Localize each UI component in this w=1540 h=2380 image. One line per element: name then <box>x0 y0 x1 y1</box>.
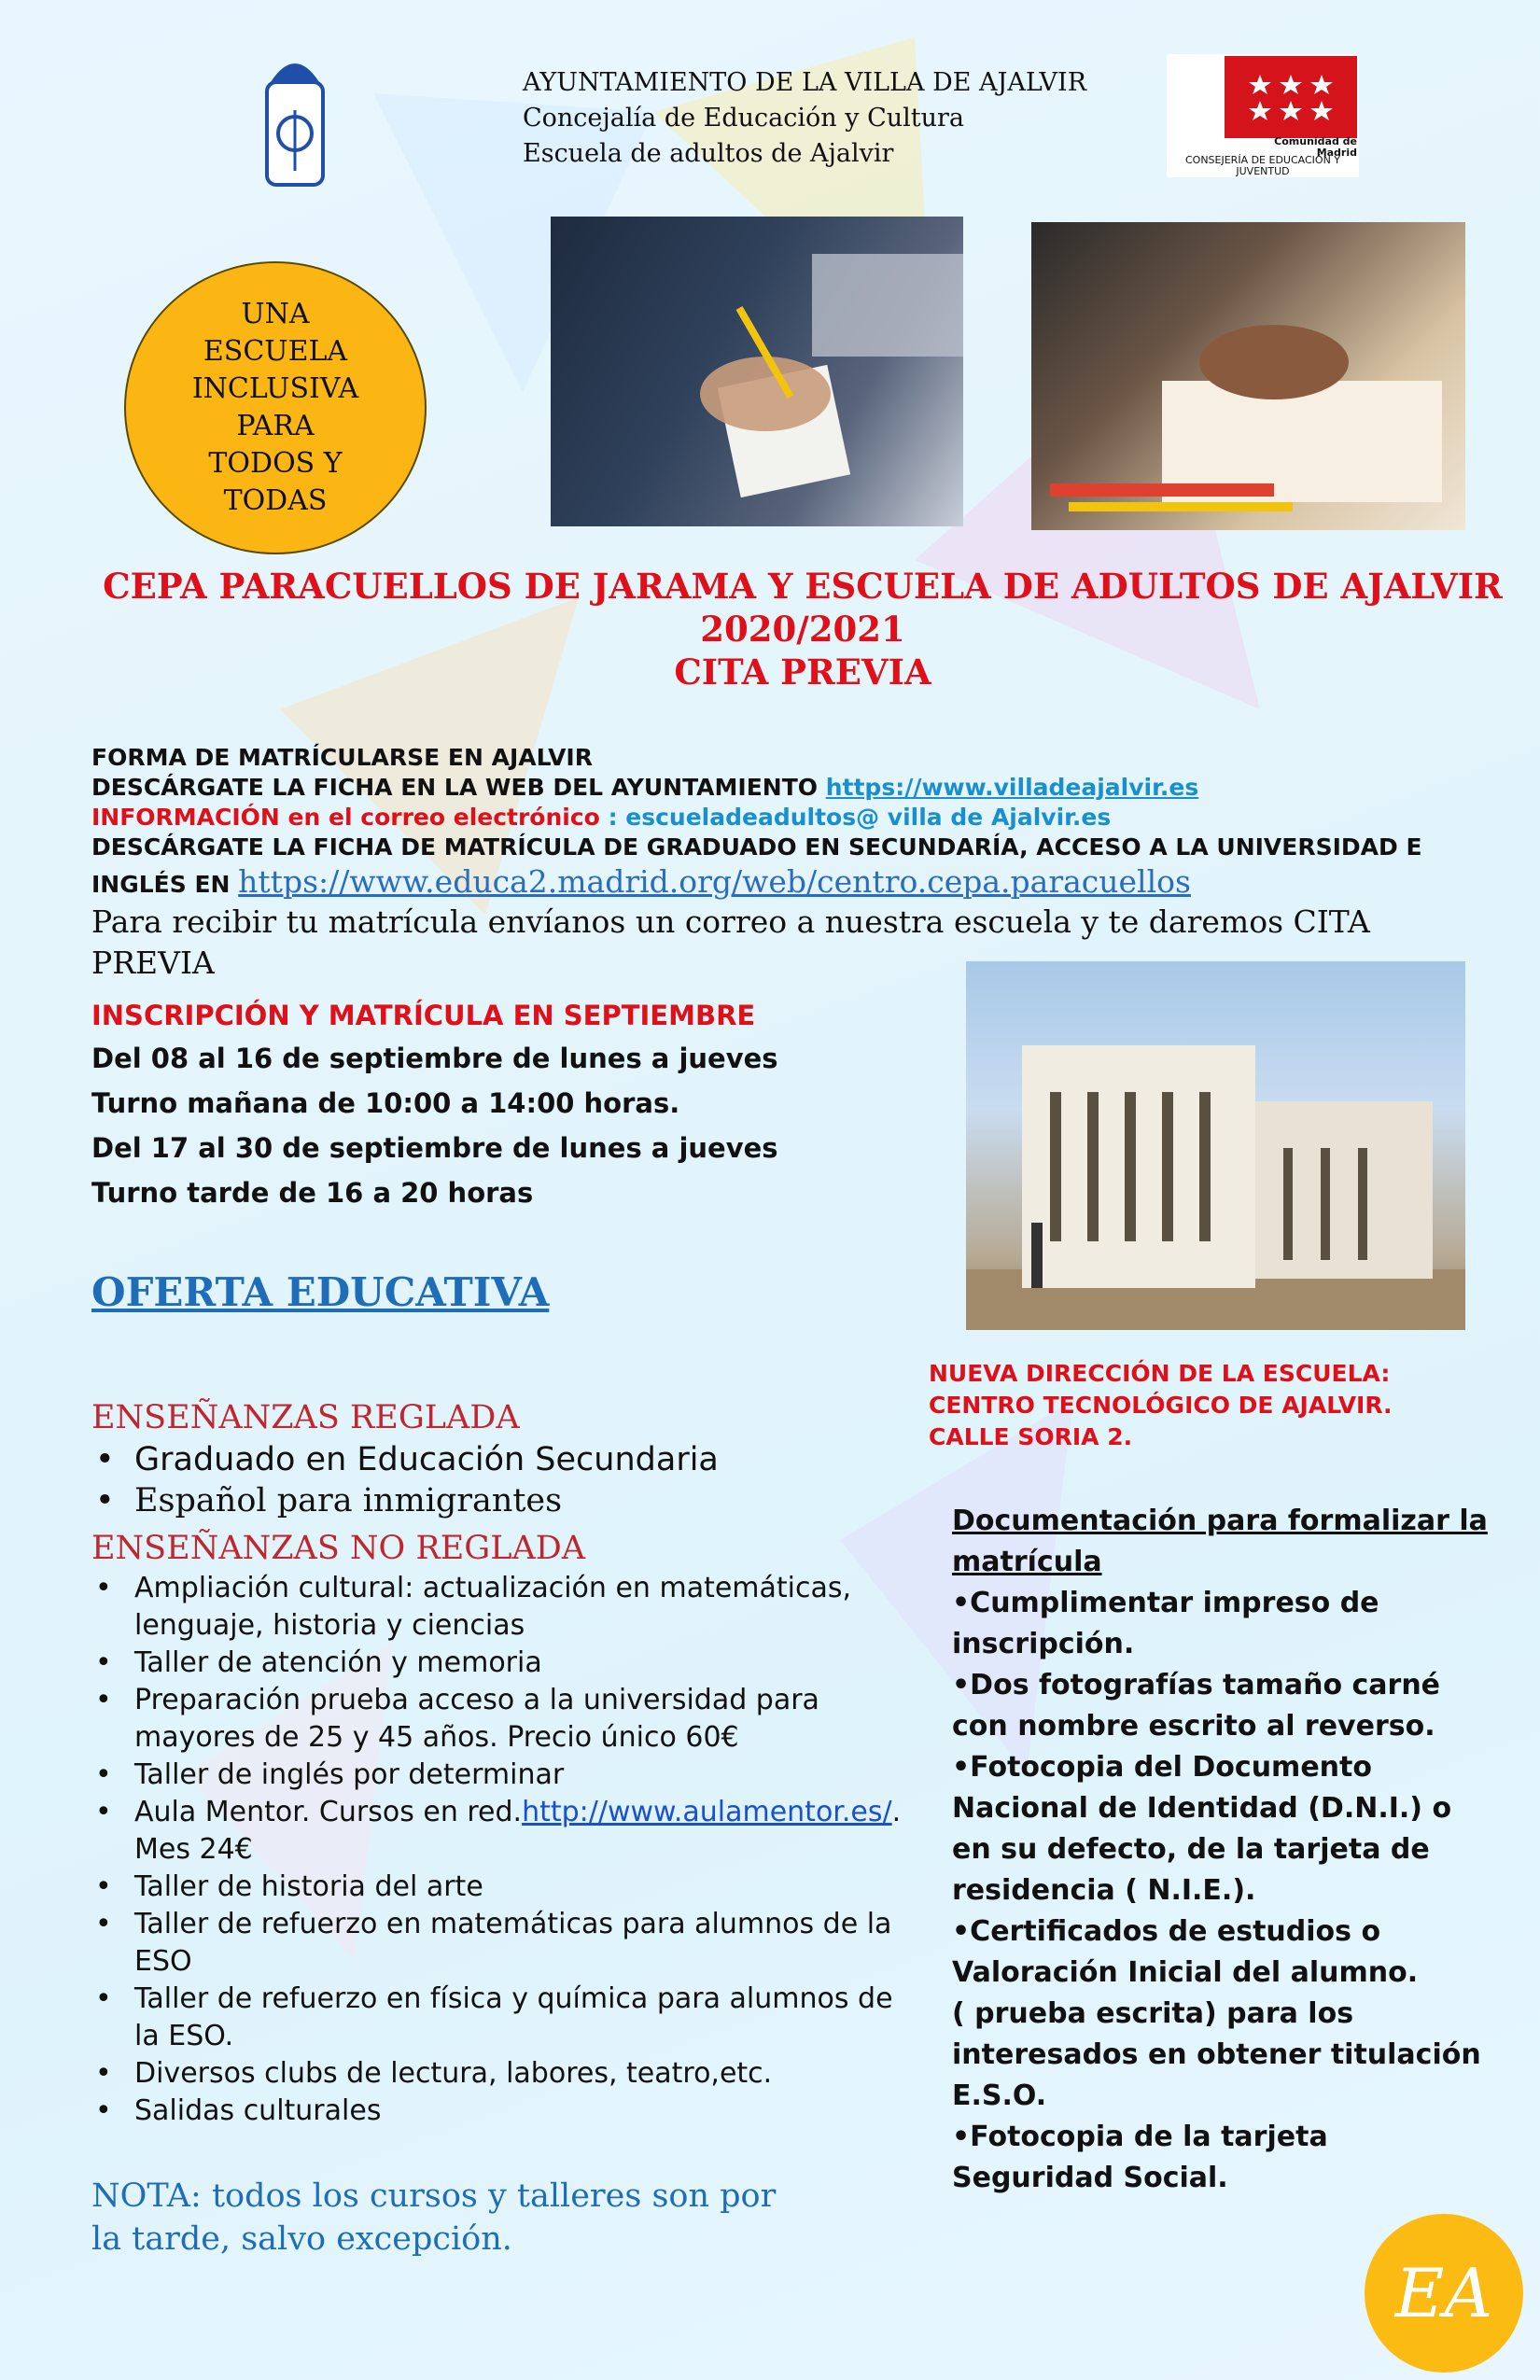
no-reglada-title: ENSEÑANZAS NO REGLADA <box>91 1530 586 1567</box>
documentation-item: •Cumplimentar impreso de inscripción. <box>952 1587 1379 1660</box>
educa2-web-link[interactable]: https://www.educa2.madrid.org/web/centro.cepa.paracuellos <box>238 863 1191 900</box>
forma-line-3 <box>91 803 1491 833</box>
header-institution <box>523 65 1086 172</box>
list-item: • Preparación prueba acceso a la universidad para mayores de 25 y 45 años. Precio único 60€ <box>91 1682 913 1757</box>
documentation-item: ( prueba escrita) para los interesados en obtener titulación E.S.O. <box>952 1997 1481 2112</box>
ajalvir-crest-logo <box>259 45 330 194</box>
escuela-adultos-logo <box>1365 2214 1523 2373</box>
header-line-2: Concejalía de Educación y Cultura <box>523 104 965 133</box>
education-offer <box>91 1396 913 2130</box>
oferta-educativa-title: OFERTA EDUCATIVA <box>91 1269 550 1315</box>
reglada-title: ENSEÑANZAS REGLADA <box>91 1399 520 1436</box>
enrollment-instructions <box>91 743 1491 984</box>
aula-mentor-text: Aula Mentor. Cursos en red. <box>134 1796 523 1828</box>
forma-line-5 <box>91 862 1491 902</box>
inscription-line: Del 08 al 16 de septiembre de lunes a jueves <box>91 1043 778 1074</box>
documentation-required <box>952 1501 1493 2199</box>
header-line-3: Escuela de adultos de Ajalvir <box>523 139 894 168</box>
list-item: • Ampliación cultural: actualización en matemáticas, lenguaje, historia y ciencias <box>91 1570 913 1645</box>
forma-line-2-text: DESCÁRGATE LA FICHA EN LA WEB DEL AYUNTAMIENTO <box>91 774 826 801</box>
title-cita-previa: CITA PREVIA <box>674 651 931 693</box>
list-item: • Salidas culturales <box>91 2093 913 2130</box>
list-item: • Taller de historia del arte <box>91 1869 913 1906</box>
forma-line-1: FORMA DE MATRÍCULARSE EN AJALVIR <box>91 744 593 771</box>
nota-text: NOTA: todos los cursos y talleres son por la tarde, salvo excepción. <box>91 2177 777 2258</box>
badge-text: UNA ESCUELA INCLUSIVA PARA TODOS Y TODAS <box>191 298 359 517</box>
photo-writing-hand <box>551 217 963 526</box>
list-item: • Diversos clubs de lectura, labores, teatro,etc. <box>91 2055 913 2093</box>
aula-mentor-link[interactable]: http://www.aulamentor.es/ <box>522 1796 892 1828</box>
documentation-title: Documentación para formalizar la matrícula <box>952 1505 1488 1578</box>
list-item: • Taller de refuerzo en física y química para alumnos de la ESO. <box>91 1981 913 2055</box>
forma-info-email: : escueladeadultos@ villa de Ajalvir.es <box>608 804 1112 831</box>
forma-info-label: INFORMACIÓN en el correo electrónico <box>91 804 609 831</box>
header-line-1: AYUNTAMIENTO DE LA VILLA DE AJALVIR <box>523 68 1087 97</box>
forma-line-4: DESCÁRGATE LA FICHA DE MATRÍCULA DE GRADUADO EN SECUNDARÍA, ACCESO A LA UNIVERSIDAD E <box>91 833 1422 861</box>
forma-line-5-text: INGLÉS EN <box>91 871 239 898</box>
reglada-list <box>91 1439 913 1521</box>
photo-students-book <box>1031 222 1465 530</box>
no-reglada-list <box>91 1570 913 2130</box>
title-line-1: CEPA PARACUELLOS DE JARAMA Y ESCUELA DE ADULTOS DE AJALVIR <box>103 566 1503 607</box>
page-title <box>65 565 1540 693</box>
documentation-item: •Dos fotografías tamaño carné con nombre escrito al reverso. <box>952 1669 1441 1743</box>
madrid-flag-icon <box>1225 56 1357 138</box>
new-address-line-1: NUEVA DIRECCIÓN DE LA ESCUELA: <box>929 1360 1391 1387</box>
cm-logo-name: Comunidad de Madrid <box>1274 135 1357 159</box>
inscription-line: Turno mañana de 10:00 a 14:00 horas. <box>91 1087 680 1119</box>
documentation-item: •Certificados de estudios o Valoración Inicial del alumno. <box>952 1915 1419 1989</box>
inclusive-school-badge <box>124 261 427 554</box>
inscription-title: INSCRIPCIÓN Y MATRÍCULA EN SEPTIEMBRE <box>91 1000 756 1031</box>
list-item: • Español para inmigrantes <box>91 1480 913 1521</box>
title-year: 2020/2021 <box>700 609 905 650</box>
new-address <box>929 1358 1489 1453</box>
list-item: • Taller de atención y memoria <box>91 1645 913 1682</box>
photo-school-building <box>966 961 1465 1330</box>
new-address-line-3: CALLE SORIA 2. <box>929 1423 1133 1450</box>
aula-mentor-price: . Mes 24€ <box>134 1796 902 1866</box>
documentation-item: •Fotocopia de la tarjeta Seguridad Social. <box>952 2121 1328 2194</box>
inscription-schedule <box>91 995 931 1215</box>
documentation-item: •Fotocopia del Documento Nacional de Identidad (D.N.I.) o en su defecto, de la tarjeta de residencia ( N.I.E.). <box>952 1751 1452 1907</box>
inscription-line: Turno tarde de 16 a 20 horas <box>91 1177 534 1209</box>
comunidad-madrid-logo <box>1167 54 1359 177</box>
inscription-line: Del 17 al 30 de septiembre de lunes a jueves <box>91 1132 778 1164</box>
new-address-line-2: CENTRO TECNOLÓGICO DE AJALVIR. <box>929 1392 1393 1419</box>
list-item: • Graduado en Educación Secundaria <box>91 1439 913 1480</box>
forma-line-2 <box>91 773 1491 803</box>
forma-line-6: Para recibir tu matrícula envíanos un correo a nuestra escuela y te daremos CITA PREVIA <box>91 903 1370 981</box>
cm-logo-department: CONSEJERÍA DE EDUCACIÓN Y JUVENTUD <box>1184 154 1341 177</box>
list-item: • Taller de inglés por determinar <box>91 1757 913 1794</box>
ayuntamiento-web-link[interactable]: https://www.villadeajalvir.es <box>825 774 1199 801</box>
ea-logo-initials: EA <box>1394 2254 1493 2332</box>
list-item-aula-mentor <box>91 1794 913 1869</box>
list-item: • Taller de refuerzo en matemáticas para alumnos de la ESO <box>91 1906 913 1981</box>
